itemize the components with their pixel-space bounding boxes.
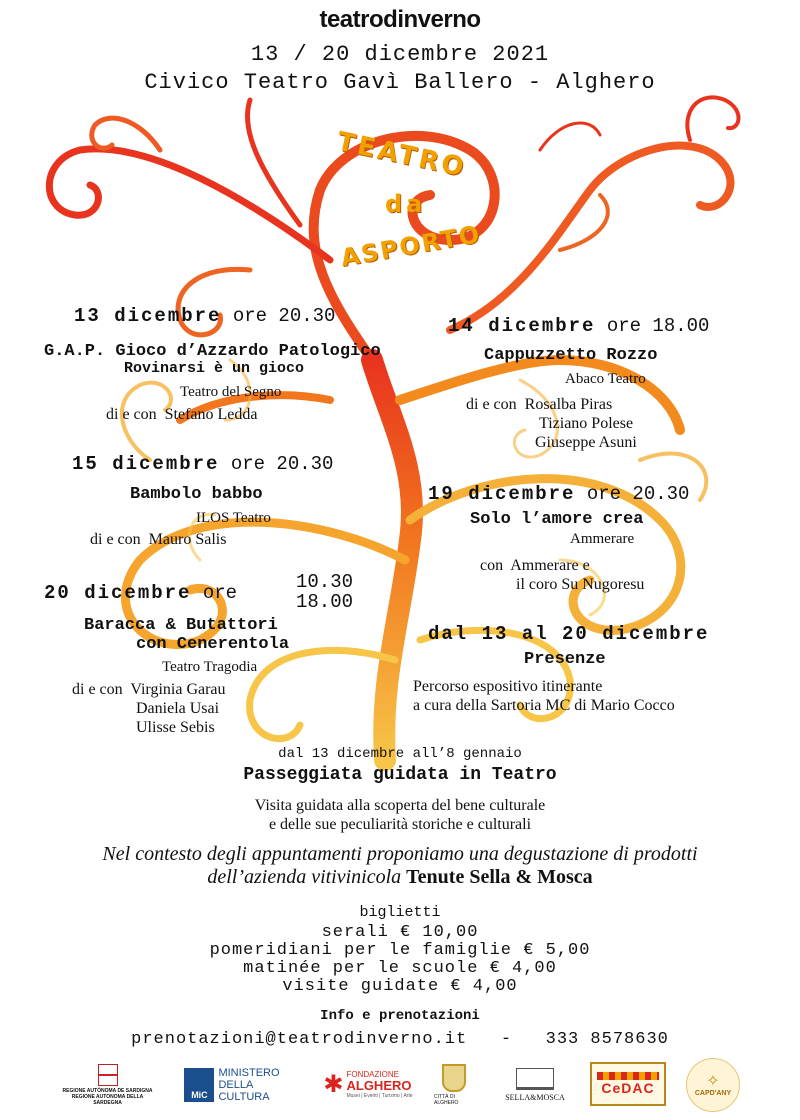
capodanni-logo bbox=[686, 1058, 740, 1112]
sardegna-text-2: REGIONE AUTONOMA DELLA SARDEGNA bbox=[71, 1094, 144, 1106]
event-3-title: Bambolo babbo bbox=[130, 485, 263, 504]
event-4-credit: Ammerare e bbox=[510, 557, 590, 574]
event-3-credits bbox=[90, 530, 226, 549]
event-2-time: ore 18.00 bbox=[606, 315, 710, 337]
venue: Civico Teatro Gavì Ballero - Alghero bbox=[144, 70, 656, 95]
event-1-subtitle: Rovinarsi è un gioco bbox=[124, 360, 305, 377]
event-5-time-2: 18.00 bbox=[296, 591, 354, 613]
brand-accent: d bbox=[383, 6, 398, 33]
event-4-datetime bbox=[428, 483, 689, 505]
mic-badge-icon bbox=[184, 1068, 214, 1102]
brand-prefix: teatro bbox=[319, 6, 384, 33]
event-4-credit: il coro Su Nugoresu bbox=[516, 576, 645, 593]
event-2-title: Cappuzzetto Rozzo bbox=[484, 346, 658, 365]
ticket-line: pomeridiani per le famiglie € 5,00 bbox=[209, 941, 591, 960]
fondazione-alghero-logo bbox=[318, 1064, 418, 1106]
event-2-datetime bbox=[448, 315, 709, 337]
event-1-company: Teatro del Segno bbox=[180, 384, 282, 400]
sardegna-crest-icon bbox=[98, 1064, 118, 1086]
sella-mosca-text: SELLA&MOSCA bbox=[505, 1093, 565, 1102]
event-6-datetime bbox=[428, 623, 709, 645]
fondazione-star-icon: ✱ bbox=[323, 1071, 344, 1098]
event-5-times bbox=[296, 572, 353, 612]
ticket-line: visite guidate € 4,00 bbox=[282, 977, 518, 996]
tour-description-1: Visita guidata alla scoperta del bene culturale bbox=[254, 797, 546, 814]
event-5-credit: Virginia Garau bbox=[130, 681, 226, 698]
event-5-credit: Daniela Usai bbox=[136, 700, 220, 717]
event-1-time: ore 20.30 bbox=[232, 305, 336, 327]
event-4-credits bbox=[480, 556, 590, 575]
event-6-title: Presenze bbox=[524, 650, 606, 669]
ministero-text-1: MINISTERO bbox=[218, 1067, 280, 1079]
event-1-date: 13 dicembre bbox=[74, 305, 222, 327]
event-5-credit: Ulisse Sebis bbox=[136, 719, 215, 736]
event-5-datetime bbox=[44, 582, 237, 604]
email-link[interactable]: prenotazioni@teatrodinverno.it bbox=[131, 1030, 468, 1049]
event-2-credit: Tiziano Polese bbox=[539, 415, 634, 432]
ministero-text-2: DELLA bbox=[218, 1079, 254, 1091]
brand-suffix: inverno bbox=[397, 6, 481, 33]
regione-sardegna-logo bbox=[60, 1062, 155, 1108]
fondazione-text-3: Musei | Eventi | Turismo | Arte bbox=[346, 1092, 413, 1099]
cedac-text: CeDAC bbox=[601, 1080, 655, 1096]
event-2-credit: Rosalba Piras bbox=[524, 396, 613, 413]
event-1-credits-prefix: di e con bbox=[106, 406, 157, 423]
event-1-credits bbox=[106, 405, 258, 424]
event-1-title: G.A.P. Gioco d’Azzardo Patologico bbox=[44, 342, 381, 361]
event-2-credits bbox=[466, 395, 612, 414]
title-asporto: ASPORTO bbox=[338, 219, 484, 273]
cedac-logo bbox=[590, 1062, 666, 1106]
capodanni-icon: ✧ bbox=[706, 1072, 720, 1090]
event-4-credits-prefix: con bbox=[480, 557, 504, 574]
contact-line bbox=[0, 1030, 800, 1049]
tickets-list bbox=[0, 924, 800, 996]
event-2-credit: Giuseppe Asuni bbox=[535, 434, 637, 451]
event-5-date: 20 dicembre bbox=[44, 582, 192, 604]
title-da: da bbox=[385, 190, 427, 218]
tasting-sponsor: Tenute Sella & Mosca bbox=[406, 866, 593, 888]
event-5-credits bbox=[72, 680, 226, 699]
event-3-company: ILOS Teatro bbox=[196, 510, 271, 526]
fondazione-text-2: ALGHERO bbox=[346, 1077, 412, 1093]
tour-title: Passeggiata guidata in Teatro bbox=[243, 765, 557, 785]
event-3-date: 15 dicembre bbox=[72, 453, 220, 475]
event-1-datetime bbox=[74, 305, 335, 327]
ministero-cultura-logo bbox=[176, 1062, 288, 1108]
contact-separator: - bbox=[500, 1030, 513, 1049]
capodanni-text: CAPD'ANY bbox=[694, 1089, 732, 1097]
event-4-time: ore 20.30 bbox=[586, 483, 690, 505]
event-5-company: Teatro Tragodia bbox=[162, 659, 258, 675]
event-1-credit: Stefano Ledda bbox=[164, 406, 258, 423]
event-2-date: 14 dicembre bbox=[448, 315, 596, 337]
event-5-title: Baracca & Butattori bbox=[84, 616, 278, 635]
alghero-crest-icon bbox=[442, 1064, 466, 1092]
title-teatro: TEATRO bbox=[334, 126, 470, 184]
ministero-text-3: CULTURA bbox=[218, 1091, 270, 1103]
event-5-time-1: 10.30 bbox=[296, 571, 354, 593]
event-2-company: Abaco Teatro bbox=[565, 371, 646, 387]
event-5-credits-prefix: di e con bbox=[72, 681, 123, 698]
sella-mosca-logo bbox=[500, 1062, 570, 1108]
tour-description-2: e delle sue peculiarità storiche e culturali bbox=[268, 816, 532, 833]
cedac-pattern-icon bbox=[597, 1072, 659, 1080]
event-3-datetime bbox=[72, 453, 333, 475]
event-6-description-1: Percorso espositivo itinerante bbox=[413, 678, 603, 695]
tour-period: dal 13 dicembre all’8 gennaio bbox=[278, 746, 522, 762]
event-3-time: ore 20.30 bbox=[230, 453, 334, 475]
ticket-line: matinée per le scuole € 4,00 bbox=[243, 959, 557, 978]
event-6-date: dal 13 al 20 dicembre bbox=[428, 623, 710, 645]
tasting-line-1: Nel contesto degli appuntamenti proponiamo una degustazione di prodotti bbox=[102, 843, 698, 865]
tickets-heading: biglietti bbox=[359, 904, 441, 921]
alghero-text: CITTÀ DI ALGHERO bbox=[434, 1094, 459, 1106]
event-3-credits-prefix: di e con bbox=[90, 531, 141, 548]
event-4-company: Ammerare bbox=[570, 531, 635, 547]
mic-badge-text: MiC bbox=[191, 1090, 208, 1100]
event-2-credits-prefix: di e con bbox=[466, 396, 517, 413]
phone-number[interactable]: 333 8578630 bbox=[545, 1030, 669, 1049]
ticket-line: serali € 10,00 bbox=[321, 923, 479, 942]
event-4-title: Solo l’amore crea bbox=[470, 510, 644, 529]
sardegna-text-1: REGIONE AUTÒNOMA DE SARDIGNA bbox=[62, 1088, 153, 1094]
info-heading: Info e prenotazioni bbox=[320, 1008, 480, 1024]
event-6-description-2: a cura della Sartoria MC di Mario Cocco bbox=[413, 697, 675, 714]
event-4-date: 19 dicembre bbox=[428, 483, 576, 505]
sella-mosca-building-icon bbox=[516, 1068, 554, 1090]
fondazione-text-1: FONDAZIONE bbox=[346, 1069, 399, 1079]
event-3-credit: Mauro Salis bbox=[148, 531, 227, 548]
event-5-time: ore bbox=[202, 582, 238, 604]
citta-alghero-logo bbox=[434, 1062, 474, 1108]
festival-dates: 13 / 20 dicembre 2021 bbox=[250, 42, 550, 67]
event-5-subtitle: con Cenerentola bbox=[136, 635, 290, 654]
brand-logo bbox=[0, 6, 800, 34]
tasting-line-2-italic: dell’azienda vitivinicola bbox=[207, 866, 402, 888]
tasting-line-2 bbox=[0, 866, 800, 889]
